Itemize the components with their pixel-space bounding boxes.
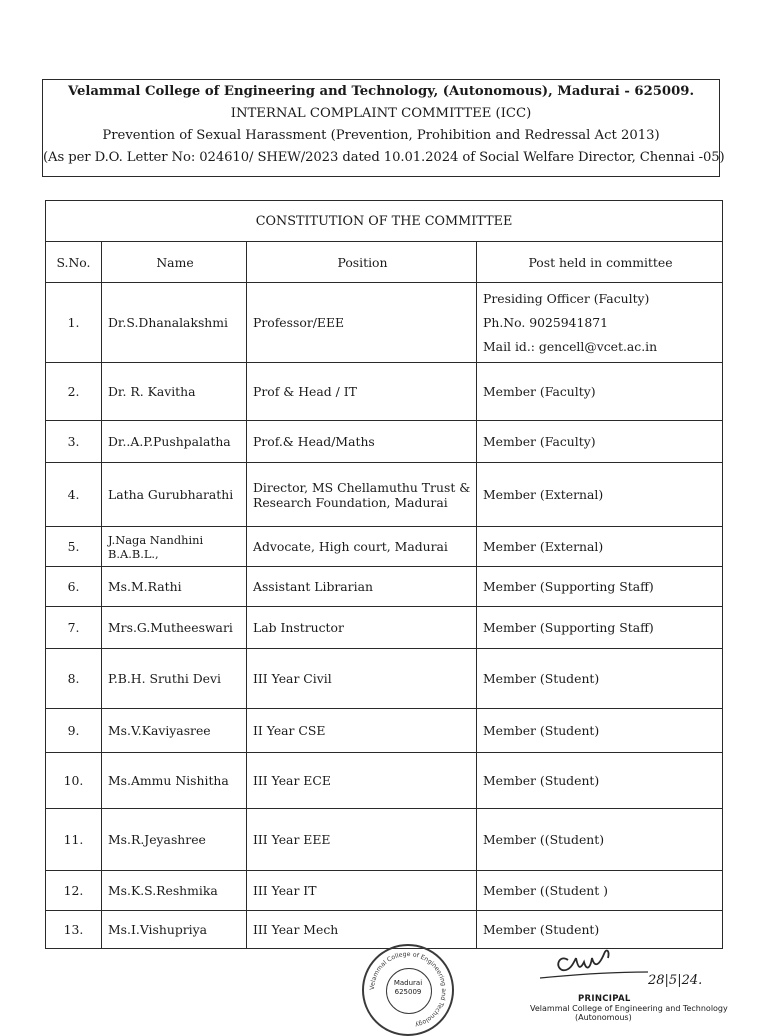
row-sno: 9. bbox=[46, 709, 102, 753]
column-header-sno: S.No. bbox=[46, 242, 102, 283]
act-title: Prevention of Sexual Harassment (Prevention, Prohibition and Redressal Act 2013) bbox=[102, 128, 660, 143]
row-position: Advocate, High court, Madurai bbox=[247, 527, 477, 567]
column-header-name: Name bbox=[102, 242, 247, 283]
row-name: Ms.K.S.Reshmika bbox=[102, 871, 247, 911]
row-position: III Year IT bbox=[247, 871, 477, 911]
row-position: Lab Instructor bbox=[247, 607, 477, 649]
row-position: Prof & Head / IT bbox=[247, 363, 477, 421]
principal-label: PRINCIPAL bbox=[578, 994, 631, 1004]
committee-table bbox=[45, 200, 723, 949]
row-post: Member (Student) bbox=[477, 753, 723, 809]
table-row bbox=[46, 911, 723, 949]
row-name: P.B.H. Sruthi Devi bbox=[102, 649, 247, 709]
table-row bbox=[46, 283, 723, 363]
row-sno: 3. bbox=[46, 421, 102, 463]
table-row bbox=[46, 363, 723, 421]
row-position: III Year ECE bbox=[247, 753, 477, 809]
row-position: Director, MS Chellamuthu Trust & Research Foundation, Madurai bbox=[247, 463, 477, 527]
table-row bbox=[46, 463, 723, 527]
row-post: Member (Student) bbox=[477, 911, 723, 949]
row-sno: 8. bbox=[46, 649, 102, 709]
table-row bbox=[46, 421, 723, 463]
row-position: Assistant Librarian bbox=[247, 567, 477, 607]
row-sno: 6. bbox=[46, 567, 102, 607]
row-sno: 13. bbox=[46, 911, 102, 949]
row-sno: 2. bbox=[46, 363, 102, 421]
signature-date: 28|5|24. bbox=[648, 973, 703, 988]
row-sno: 5. bbox=[46, 527, 102, 567]
row-post: Member ((Student ) bbox=[477, 871, 723, 911]
table-row bbox=[46, 809, 723, 871]
institution-name: Velammal College of Engineering and Technology bbox=[530, 1004, 728, 1013]
college-seal-stamp bbox=[362, 944, 454, 1036]
row-name: Dr.S.Dhanalakshmi bbox=[102, 283, 247, 363]
table-row bbox=[46, 607, 723, 649]
table-row bbox=[46, 527, 723, 567]
college-name: Velammal College of Engineering and Technology, (Autonomous), Madurai - 625009. bbox=[67, 84, 695, 99]
table-row bbox=[46, 567, 723, 607]
row-name: Ms.M.Rathi bbox=[102, 567, 247, 607]
letter-reference: (As per D.O. Letter No: 024610/ SHEW/2023 dated 10.01.2024 of Social Welfare Director, Chennai -05) bbox=[43, 150, 725, 165]
column-header-post: Post held in committee bbox=[477, 242, 723, 283]
document-header bbox=[42, 79, 725, 177]
row-post: Member (Faculty) bbox=[477, 363, 723, 421]
row-post bbox=[477, 283, 723, 363]
row-position: III Year Mech bbox=[247, 911, 477, 949]
row-post: Member (Supporting Staff) bbox=[477, 567, 723, 607]
table-row bbox=[46, 753, 723, 809]
seal-center-text: Madurai 625009 bbox=[393, 979, 423, 996]
row-sno: 7. bbox=[46, 607, 102, 649]
row-post-mail: Mail id.: gencell@vcet.ac.in bbox=[483, 338, 658, 354]
row-name: Mrs.G.Mutheeswari bbox=[102, 607, 247, 649]
row-name: J.Naga Nandhini B.A.B.L., bbox=[102, 527, 247, 567]
row-sno: 11. bbox=[46, 809, 102, 871]
row-post: Member ((Student) bbox=[477, 809, 723, 871]
row-position: III Year EEE bbox=[247, 809, 477, 871]
row-post: Member (Student) bbox=[477, 649, 723, 709]
row-position: II Year CSE bbox=[247, 709, 477, 753]
row-name: Dr..A.P.Pushpalatha bbox=[102, 421, 247, 463]
row-position: Prof.& Head/Maths bbox=[247, 421, 477, 463]
row-sno: 12. bbox=[46, 871, 102, 911]
seal-ring-text: Velammal College of Engineering and Technology bbox=[368, 950, 448, 1029]
row-post-title: Presiding Officer (Faculty) bbox=[483, 290, 650, 306]
row-post: Member (Faculty) bbox=[477, 421, 723, 463]
row-post-phone: Ph.No. 9025941871 bbox=[483, 314, 609, 330]
row-name: Ms.R.Jeyashree bbox=[102, 809, 247, 871]
row-sno: 4. bbox=[46, 463, 102, 527]
row-name: Latha Gurubharathi bbox=[102, 463, 247, 527]
column-header-position: Position bbox=[247, 242, 477, 283]
table-row bbox=[46, 649, 723, 709]
row-post: Member (External) bbox=[477, 463, 723, 527]
table-row bbox=[46, 871, 723, 911]
table-title: CONSTITUTION OF THE COMMITTEE bbox=[46, 201, 723, 242]
institution-status: (Autonomous) bbox=[575, 1013, 632, 1022]
row-post: Member (Supporting Staff) bbox=[477, 607, 723, 649]
row-sno: 10. bbox=[46, 753, 102, 809]
row-position: III Year Civil bbox=[247, 649, 477, 709]
row-name: Ms.I.Vishupriya bbox=[102, 911, 247, 949]
row-name: Ms.V.Kaviyasree bbox=[102, 709, 247, 753]
committee-name: INTERNAL COMPLAINT COMMITTEE (ICC) bbox=[230, 106, 532, 121]
row-post: Member (External) bbox=[477, 527, 723, 567]
table-row bbox=[46, 709, 723, 753]
row-name: Dr. R. Kavitha bbox=[102, 363, 247, 421]
row-position: Professor/EEE bbox=[247, 283, 477, 363]
row-sno: 1. bbox=[46, 283, 102, 363]
table-header-row bbox=[46, 242, 723, 283]
row-name: Ms.Ammu Nishitha bbox=[102, 753, 247, 809]
row-post: Member (Student) bbox=[477, 709, 723, 753]
